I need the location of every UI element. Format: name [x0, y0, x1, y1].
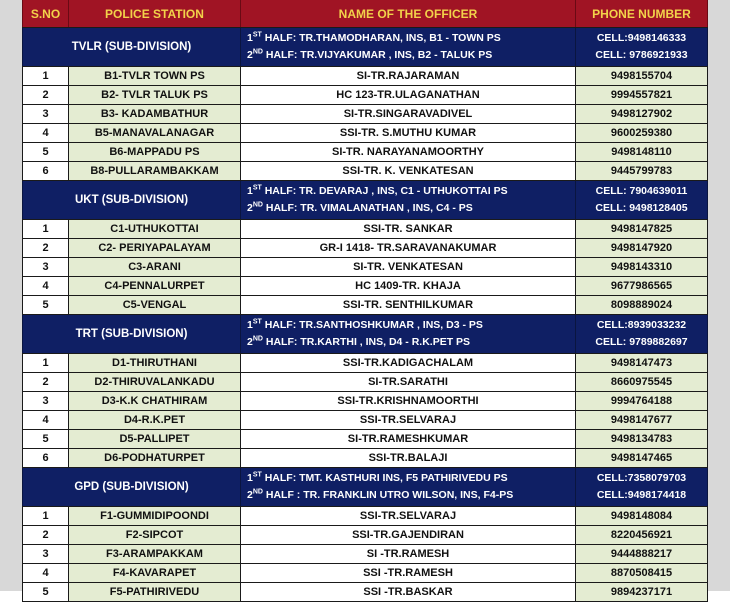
cell-station: F4-KAVARAPET: [69, 564, 241, 582]
second-half-suffix: ND: [252, 488, 263, 496]
cell-sno: 3: [22, 545, 69, 563]
first-half-suffix: ST: [252, 184, 262, 192]
cell-sno: 2: [22, 86, 69, 104]
cell-phone: 9498143310: [576, 258, 708, 276]
cell-phone: 9994557821: [576, 86, 708, 104]
cell-sno: 1: [22, 67, 69, 85]
cell-phone: 9498147465: [576, 449, 708, 467]
cell-officer: SSI-TR. S.MUTHU KUMAR: [241, 124, 576, 142]
table-row: [22, 124, 708, 143]
subdivision-title: GPD (SUB-DIVISION): [22, 468, 241, 506]
cell-officer: HC 123-TR.ULAGANATHAN: [241, 86, 576, 104]
header-phone: PHONE NUMBER: [576, 0, 708, 27]
cell-sno: 6: [22, 449, 69, 467]
second-half-cell: CELL: 9789882697: [595, 336, 688, 348]
cell-phone: 9498147473: [576, 354, 708, 372]
second-half-inspector: [247, 200, 473, 217]
subdivision-cells: [576, 315, 708, 353]
cell-sno: 3: [22, 258, 69, 276]
cell-officer: SI-TR. VENKATESAN: [241, 258, 576, 276]
cell-station: B3- KADAMBATHUR: [69, 105, 241, 123]
cell-station: D2-THIRUVALANKADU: [69, 373, 241, 391]
cell-station: C5-VENGAL: [69, 296, 241, 314]
cell-station: C4-PENNALURPET: [69, 277, 241, 295]
cell-officer: SI-TR.SINGARAVADIVEL: [241, 105, 576, 123]
second-half-cell: CELL:9498174418: [596, 489, 687, 501]
cell-sno: 2: [22, 239, 69, 257]
cell-phone: 9894237171: [576, 583, 708, 601]
cell-sno: 6: [22, 162, 69, 180]
cell-station: D3-K.K CHATHIRAM: [69, 392, 241, 410]
first-half-number: 1: [247, 472, 253, 484]
table-row: [22, 354, 708, 373]
cell-officer: SI -TR.RAMESH: [241, 545, 576, 563]
cell-station: F1-GUMMIDIPOONDI: [69, 507, 241, 525]
second-half-inspector: [247, 334, 470, 351]
table-row: [22, 86, 708, 105]
table-row: [22, 564, 708, 583]
first-half-cell: CELL: 7904639011: [595, 185, 688, 197]
cell-phone: 9994764188: [576, 392, 708, 410]
page-edge-right: [708, 0, 730, 591]
cell-officer: SI-TR.RAMESHKUMAR: [241, 430, 576, 448]
first-half-suffix: ST: [252, 471, 262, 479]
cell-sno: 5: [22, 583, 69, 601]
table-row: [22, 430, 708, 449]
table-row: [22, 507, 708, 526]
cell-sno: 4: [22, 277, 69, 295]
cell-officer: SI-TR. NARAYANAMOORTHY: [241, 143, 576, 161]
subdivision-inspectors: [241, 28, 576, 66]
cell-station: F2-SIPCOT: [69, 526, 241, 544]
first-half-cell: CELL:9498146333: [596, 32, 687, 44]
first-half-number: 1: [247, 32, 253, 44]
subdivision-inspectors: [241, 315, 576, 353]
cell-station: B6-MAPPADU PS: [69, 143, 241, 161]
cell-sno: 1: [22, 354, 69, 372]
second-half-number: 2: [247, 202, 253, 214]
subdivision-inspectors: [241, 468, 576, 506]
cell-phone: 9498134783: [576, 430, 708, 448]
first-half-text: HALF: TR.SANTHOSHKUMAR , INS, D3 - PS: [261, 319, 483, 331]
cell-station: D6-PODHATURPET: [69, 449, 241, 467]
table-row: [22, 526, 708, 545]
second-half-text: HALF: TR. VIMALANATHAN , INS, C4 - PS: [262, 202, 473, 214]
second-half-suffix: ND: [252, 48, 263, 56]
second-half-number: 2: [247, 49, 253, 61]
subdivision-title: UKT (SUB-DIVISION): [22, 181, 241, 219]
first-half-inspector: [247, 470, 508, 487]
cell-station: B2- TVLR TALUK PS: [69, 86, 241, 104]
second-half-text: HALF: TR.VIJYAKUMAR , INS, B2 - TALUK PS: [262, 49, 493, 61]
first-half-number: 1: [247, 185, 253, 197]
table-row: [22, 296, 708, 315]
table-row: [22, 239, 708, 258]
cell-officer: SSI -TR.RAMESH: [241, 564, 576, 582]
cell-sno: 4: [22, 564, 69, 582]
subdivision-cells: [576, 28, 708, 66]
table-row: [22, 67, 708, 86]
cell-phone: 8220456921: [576, 526, 708, 544]
cell-phone: 9498147677: [576, 411, 708, 429]
table-header-row: [22, 0, 708, 28]
second-half-suffix: ND: [252, 335, 263, 343]
cell-officer: SSI -TR.BASKAR: [241, 583, 576, 601]
cell-officer: GR-I 1418- TR.SARAVANAKUMAR: [241, 239, 576, 257]
cell-sno: 3: [22, 392, 69, 410]
table-row: [22, 373, 708, 392]
table-row: [22, 583, 708, 602]
subdivision-row: [22, 181, 708, 220]
table-row: [22, 143, 708, 162]
table-row: [22, 105, 708, 124]
subdivision-row: [22, 28, 708, 67]
cell-station: C2- PERIYAPALAYAM: [69, 239, 241, 257]
cell-station: D1-THIRUTHANI: [69, 354, 241, 372]
cell-station: F3-ARAMPAKKAM: [69, 545, 241, 563]
cell-officer: SSI-TR.SELVARAJ: [241, 507, 576, 525]
cell-officer: SI-TR.RAJARAMAN: [241, 67, 576, 85]
second-half-text: HALF : TR. FRANKLIN UTRO WILSON, INS, F4-PS: [262, 489, 514, 501]
cell-phone: 8098889024: [576, 296, 708, 314]
cell-phone: 9498147825: [576, 220, 708, 238]
cell-officer: SSI-TR.KRISHNAMOORTHI: [241, 392, 576, 410]
cell-station: B8-PULLARAMBAKKAM: [69, 162, 241, 180]
second-half-cell: CELL: 9786921933: [595, 49, 688, 61]
cell-sno: 1: [22, 220, 69, 238]
cell-officer: SI-TR.SARATHI: [241, 373, 576, 391]
cell-station: B5-MANAVALANAGAR: [69, 124, 241, 142]
subdivision-cells: [576, 181, 708, 219]
header-officer: NAME OF THE OFFICER: [241, 0, 576, 27]
officer-table: [22, 0, 708, 602]
cell-phone: 9498148110: [576, 143, 708, 161]
table-row: [22, 449, 708, 468]
first-half-cell: CELL:7358079703: [596, 472, 687, 484]
subdivision-row: [22, 315, 708, 354]
table-row: [22, 411, 708, 430]
table-body: [22, 28, 708, 602]
first-half-inspector: [247, 30, 501, 47]
cell-phone: 9445799783: [576, 162, 708, 180]
table-row: [22, 277, 708, 296]
cell-sno: 5: [22, 296, 69, 314]
cell-officer: SSI-TR. SENTHILKUMAR: [241, 296, 576, 314]
cell-sno: 2: [22, 526, 69, 544]
second-half-suffix: ND: [252, 201, 263, 209]
first-half-text: HALF: TMT. KASTHURI INS, F5 PATHIRIVEDU PS: [261, 472, 508, 484]
subdivision-row: [22, 468, 708, 507]
cell-phone: 8660975545: [576, 373, 708, 391]
second-half-number: 2: [247, 489, 253, 501]
cell-station: D5-PALLIPET: [69, 430, 241, 448]
cell-officer: SSI-TR.KADIGACHALAM: [241, 354, 576, 372]
cell-sno: 5: [22, 430, 69, 448]
cell-station: D4-R.K.PET: [69, 411, 241, 429]
first-half-text: HALF: TR.THAMODHARAN, INS, B1 - TOWN PS: [261, 32, 501, 44]
cell-phone: 9498127902: [576, 105, 708, 123]
cell-station: C1-UTHUKOTTAI: [69, 220, 241, 238]
second-half-inspector: [247, 487, 513, 504]
first-half-suffix: ST: [252, 31, 262, 39]
table-row: [22, 162, 708, 181]
cell-officer: SSI-TR.SELVARAJ: [241, 411, 576, 429]
second-half-number: 2: [247, 336, 253, 348]
cell-phone: 8870508415: [576, 564, 708, 582]
cell-phone: 9498148084: [576, 507, 708, 525]
cell-phone: 9677986565: [576, 277, 708, 295]
cell-officer: SSI-TR.GAJENDIRAN: [241, 526, 576, 544]
cell-phone: 9444888217: [576, 545, 708, 563]
subdivision-title: TRT (SUB-DIVISION): [22, 315, 241, 353]
cell-station: C3-ARANI: [69, 258, 241, 276]
first-half-number: 1: [247, 319, 253, 331]
second-half-text: HALF: TR.KARTHI , INS, D4 - R.K.PET PS: [262, 336, 471, 348]
cell-station: F5-PATHIRIVEDU: [69, 583, 241, 601]
second-half-cell: CELL: 9498128405: [595, 202, 688, 214]
cell-phone: 9600259380: [576, 124, 708, 142]
first-half-cell: CELL:8939033232: [596, 319, 687, 331]
page-edge-left: [0, 0, 22, 591]
cell-officer: SSI-TR.BALAJI: [241, 449, 576, 467]
subdivision-cells: [576, 468, 708, 506]
cell-sno: 5: [22, 143, 69, 161]
cell-officer: SSI-TR. SANKAR: [241, 220, 576, 238]
table-row: [22, 545, 708, 564]
cell-phone: 9498147920: [576, 239, 708, 257]
header-sno: S.NO: [22, 0, 69, 27]
first-half-inspector: [247, 183, 508, 200]
cell-phone: 9498155704: [576, 67, 708, 85]
cell-sno: 2: [22, 373, 69, 391]
cell-station: B1-TVLR TOWN PS: [69, 67, 241, 85]
second-half-inspector: [247, 47, 492, 64]
cell-officer: HC 1409-TR. KHAJA: [241, 277, 576, 295]
cell-sno: 1: [22, 507, 69, 525]
table-row: [22, 220, 708, 239]
table-row: [22, 258, 708, 277]
first-half-text: HALF: TR. DEVARAJ , INS, C1 - UTHUKOTTAI PS: [261, 185, 508, 197]
cell-sno: 4: [22, 411, 69, 429]
subdivision-title: TVLR (SUB-DIVISION): [22, 28, 241, 66]
first-half-suffix: ST: [252, 318, 262, 326]
header-station: POLICE STATION: [69, 0, 241, 27]
table-row: [22, 392, 708, 411]
cell-sno: 4: [22, 124, 69, 142]
cell-officer: SSI-TR. K. VENKATESAN: [241, 162, 576, 180]
cell-sno: 3: [22, 105, 69, 123]
first-half-inspector: [247, 317, 483, 334]
subdivision-inspectors: [241, 181, 576, 219]
